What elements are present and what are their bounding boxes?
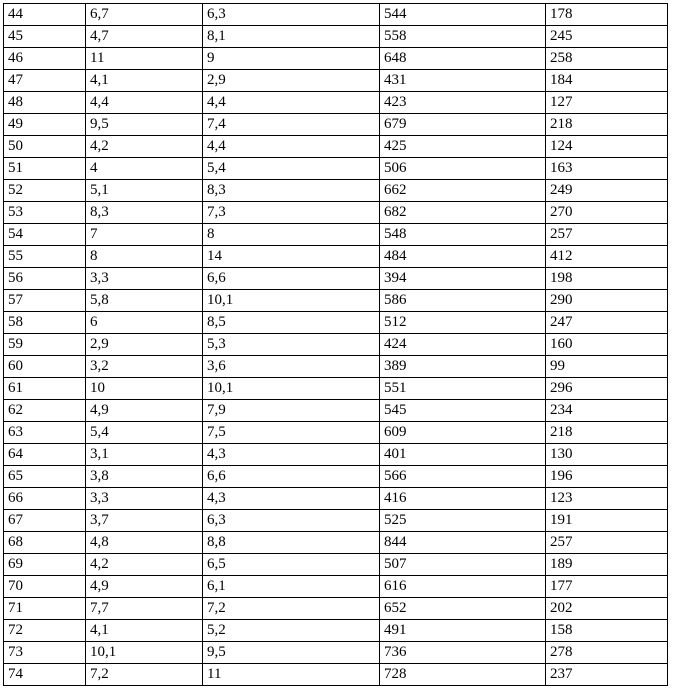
column-2-cell: 3,8 <box>86 466 203 488</box>
column-3-cell: 6,3 <box>203 510 380 532</box>
table-row <box>4 598 668 620</box>
table-row <box>4 48 668 70</box>
column-3-cell: 11 <box>203 664 380 686</box>
row-number-cell: 61 <box>4 378 86 400</box>
row-number-cell: 59 <box>4 334 86 356</box>
column-4-cell: 394 <box>380 268 546 290</box>
column-3-cell: 8,3 <box>203 180 380 202</box>
column-3-cell: 3,6 <box>203 356 380 378</box>
table-row <box>4 246 668 268</box>
column-3-cell: 7,4 <box>203 114 380 136</box>
row-number-cell: 52 <box>4 180 86 202</box>
column-5-cell: 191 <box>546 510 668 532</box>
column-3-cell: 8,8 <box>203 532 380 554</box>
table-row <box>4 4 668 26</box>
row-number-cell: 63 <box>4 422 86 444</box>
column-5-cell: 189 <box>546 554 668 576</box>
column-4-cell: 558 <box>380 26 546 48</box>
column-2-cell: 4 <box>86 158 203 180</box>
column-2-cell: 4,7 <box>86 26 203 48</box>
column-2-cell: 3,3 <box>86 488 203 510</box>
column-2-cell: 3,2 <box>86 356 203 378</box>
row-number-cell: 49 <box>4 114 86 136</box>
column-2-cell: 4,2 <box>86 136 203 158</box>
table-row <box>4 92 668 114</box>
column-3-cell: 10,1 <box>203 378 380 400</box>
column-5-cell: 249 <box>546 180 668 202</box>
column-5-cell: 218 <box>546 422 668 444</box>
table-row <box>4 180 668 202</box>
column-2-cell: 5,4 <box>86 422 203 444</box>
row-number-cell: 64 <box>4 444 86 466</box>
column-2-cell: 3,3 <box>86 268 203 290</box>
row-number-cell: 55 <box>4 246 86 268</box>
column-4-cell: 616 <box>380 576 546 598</box>
column-5-cell: 247 <box>546 312 668 334</box>
column-5-cell: 237 <box>546 664 668 686</box>
column-4-cell: 525 <box>380 510 546 532</box>
column-5-cell: 412 <box>546 246 668 268</box>
column-3-cell: 7,2 <box>203 598 380 620</box>
column-3-cell: 4,4 <box>203 136 380 158</box>
row-number-cell: 74 <box>4 664 86 686</box>
row-number-cell: 50 <box>4 136 86 158</box>
column-3-cell: 7,9 <box>203 400 380 422</box>
column-4-cell: 424 <box>380 334 546 356</box>
table-row <box>4 664 668 686</box>
column-4-cell: 423 <box>380 92 546 114</box>
column-2-cell: 7,7 <box>86 598 203 620</box>
row-number-cell: 68 <box>4 532 86 554</box>
column-3-cell: 8,5 <box>203 312 380 334</box>
column-2-cell: 7,2 <box>86 664 203 686</box>
column-4-cell: 491 <box>380 620 546 642</box>
column-4-cell: 566 <box>380 466 546 488</box>
column-5-cell: 123 <box>546 488 668 510</box>
row-number-cell: 69 <box>4 554 86 576</box>
table-row <box>4 576 668 598</box>
table-row <box>4 224 668 246</box>
table-row <box>4 114 668 136</box>
column-4-cell: 548 <box>380 224 546 246</box>
row-number-cell: 65 <box>4 466 86 488</box>
column-3-cell: 14 <box>203 246 380 268</box>
table-row <box>4 488 668 510</box>
column-4-cell: 544 <box>380 4 546 26</box>
row-number-cell: 71 <box>4 598 86 620</box>
table-body <box>4 4 668 686</box>
column-3-cell: 8 <box>203 224 380 246</box>
column-3-cell: 9,5 <box>203 642 380 664</box>
table-row <box>4 290 668 312</box>
row-number-cell: 67 <box>4 510 86 532</box>
column-3-cell: 7,5 <box>203 422 380 444</box>
data-table-container <box>3 3 668 686</box>
column-3-cell: 4,3 <box>203 444 380 466</box>
table-row <box>4 202 668 224</box>
column-3-cell: 6,1 <box>203 576 380 598</box>
table-row <box>4 312 668 334</box>
column-4-cell: 844 <box>380 532 546 554</box>
table-row <box>4 26 668 48</box>
column-5-cell: 130 <box>546 444 668 466</box>
column-2-cell: 4,8 <box>86 532 203 554</box>
column-2-cell: 6 <box>86 312 203 334</box>
column-3-cell: 4,4 <box>203 92 380 114</box>
column-4-cell: 728 <box>380 664 546 686</box>
column-5-cell: 257 <box>546 224 668 246</box>
column-4-cell: 401 <box>380 444 546 466</box>
column-5-cell: 234 <box>546 400 668 422</box>
column-4-cell: 506 <box>380 158 546 180</box>
column-5-cell: 163 <box>546 158 668 180</box>
column-5-cell: 258 <box>546 48 668 70</box>
row-number-cell: 53 <box>4 202 86 224</box>
row-number-cell: 60 <box>4 356 86 378</box>
table-row <box>4 136 668 158</box>
column-3-cell: 8,1 <box>203 26 380 48</box>
column-2-cell: 10,1 <box>86 642 203 664</box>
column-4-cell: 586 <box>380 290 546 312</box>
column-5-cell: 177 <box>546 576 668 598</box>
table-row <box>4 554 668 576</box>
column-3-cell: 6,5 <box>203 554 380 576</box>
row-number-cell: 51 <box>4 158 86 180</box>
table-row <box>4 356 668 378</box>
row-number-cell: 44 <box>4 4 86 26</box>
table-row <box>4 70 668 92</box>
table-row <box>4 158 668 180</box>
column-4-cell: 545 <box>380 400 546 422</box>
row-number-cell: 47 <box>4 70 86 92</box>
column-3-cell: 10,1 <box>203 290 380 312</box>
column-5-cell: 296 <box>546 378 668 400</box>
column-5-cell: 184 <box>546 70 668 92</box>
column-2-cell: 4,1 <box>86 70 203 92</box>
column-4-cell: 736 <box>380 642 546 664</box>
column-2-cell: 4,1 <box>86 620 203 642</box>
column-4-cell: 662 <box>380 180 546 202</box>
column-4-cell: 679 <box>380 114 546 136</box>
table-row <box>4 510 668 532</box>
column-3-cell: 5,2 <box>203 620 380 642</box>
column-2-cell: 6,7 <box>86 4 203 26</box>
table-row <box>4 268 668 290</box>
column-2-cell: 3,1 <box>86 444 203 466</box>
column-5-cell: 290 <box>546 290 668 312</box>
column-3-cell: 6,6 <box>203 466 380 488</box>
column-4-cell: 389 <box>380 356 546 378</box>
row-number-cell: 62 <box>4 400 86 422</box>
column-5-cell: 278 <box>546 642 668 664</box>
column-2-cell: 4,2 <box>86 554 203 576</box>
row-number-cell: 56 <box>4 268 86 290</box>
table-row <box>4 532 668 554</box>
column-3-cell: 6,6 <box>203 268 380 290</box>
column-5-cell: 198 <box>546 268 668 290</box>
row-number-cell: 58 <box>4 312 86 334</box>
column-2-cell: 4,9 <box>86 400 203 422</box>
row-number-cell: 66 <box>4 488 86 510</box>
data-table <box>3 3 668 686</box>
column-4-cell: 682 <box>380 202 546 224</box>
column-2-cell: 4,4 <box>86 92 203 114</box>
column-5-cell: 160 <box>546 334 668 356</box>
column-2-cell: 4,9 <box>86 576 203 598</box>
column-2-cell: 5,8 <box>86 290 203 312</box>
column-3-cell: 7,3 <box>203 202 380 224</box>
column-5-cell: 202 <box>546 598 668 620</box>
column-5-cell: 127 <box>546 92 668 114</box>
row-number-cell: 48 <box>4 92 86 114</box>
column-4-cell: 484 <box>380 246 546 268</box>
column-4-cell: 512 <box>380 312 546 334</box>
column-3-cell: 4,3 <box>203 488 380 510</box>
table-row <box>4 422 668 444</box>
row-number-cell: 72 <box>4 620 86 642</box>
column-3-cell: 6,3 <box>203 4 380 26</box>
column-4-cell: 652 <box>380 598 546 620</box>
column-4-cell: 609 <box>380 422 546 444</box>
column-4-cell: 416 <box>380 488 546 510</box>
column-2-cell: 2,9 <box>86 334 203 356</box>
column-4-cell: 425 <box>380 136 546 158</box>
column-5-cell: 99 <box>546 356 668 378</box>
column-5-cell: 257 <box>546 532 668 554</box>
column-2-cell: 8 <box>86 246 203 268</box>
column-5-cell: 178 <box>546 4 668 26</box>
row-number-cell: 57 <box>4 290 86 312</box>
column-3-cell: 9 <box>203 48 380 70</box>
column-2-cell: 3,7 <box>86 510 203 532</box>
row-number-cell: 73 <box>4 642 86 664</box>
column-5-cell: 158 <box>546 620 668 642</box>
table-row <box>4 620 668 642</box>
column-2-cell: 10 <box>86 378 203 400</box>
column-2-cell: 7 <box>86 224 203 246</box>
table-row <box>4 400 668 422</box>
column-2-cell: 8,3 <box>86 202 203 224</box>
column-4-cell: 648 <box>380 48 546 70</box>
column-4-cell: 551 <box>380 378 546 400</box>
table-row <box>4 378 668 400</box>
column-3-cell: 5,3 <box>203 334 380 356</box>
column-5-cell: 270 <box>546 202 668 224</box>
column-5-cell: 124 <box>546 136 668 158</box>
table-row <box>4 466 668 488</box>
table-row <box>4 444 668 466</box>
column-5-cell: 196 <box>546 466 668 488</box>
table-row <box>4 334 668 356</box>
row-number-cell: 46 <box>4 48 86 70</box>
column-4-cell: 431 <box>380 70 546 92</box>
row-number-cell: 54 <box>4 224 86 246</box>
column-5-cell: 245 <box>546 26 668 48</box>
table-row <box>4 642 668 664</box>
column-3-cell: 5,4 <box>203 158 380 180</box>
row-number-cell: 45 <box>4 26 86 48</box>
column-2-cell: 9,5 <box>86 114 203 136</box>
column-5-cell: 218 <box>546 114 668 136</box>
column-2-cell: 11 <box>86 48 203 70</box>
column-4-cell: 507 <box>380 554 546 576</box>
column-3-cell: 2,9 <box>203 70 380 92</box>
row-number-cell: 70 <box>4 576 86 598</box>
column-2-cell: 5,1 <box>86 180 203 202</box>
